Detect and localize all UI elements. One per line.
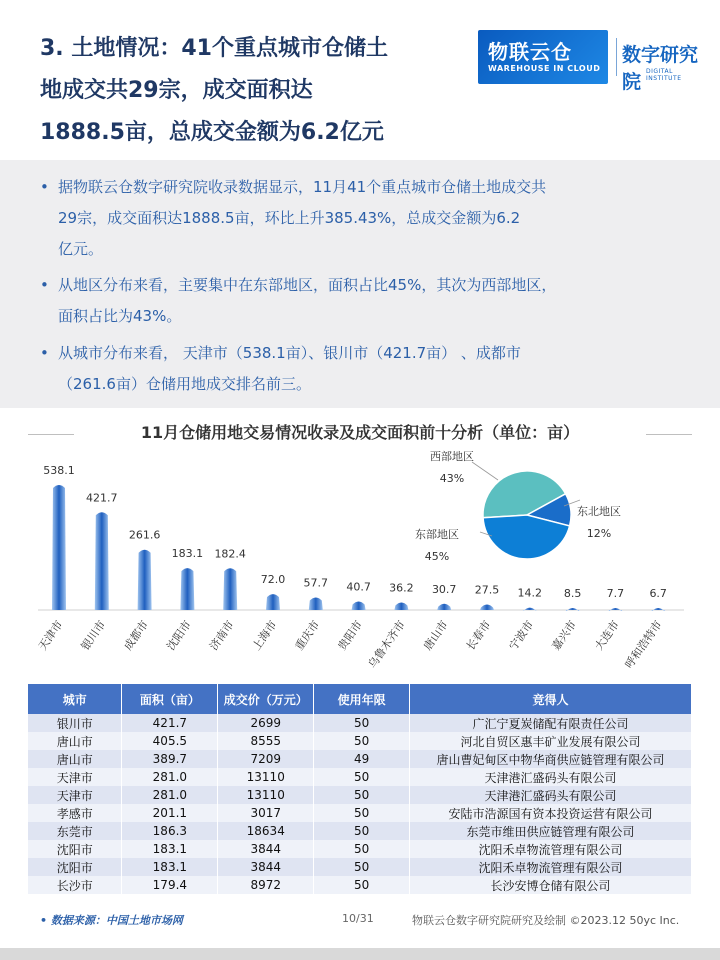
- bottom-bar: [0, 948, 720, 960]
- cell-years: 50: [314, 804, 410, 822]
- bar-value-label: 14.2: [517, 586, 543, 600]
- category-label: 成都市: [121, 618, 152, 653]
- bullet-text: 面积占比为43%。: [58, 307, 182, 325]
- cell-price: 18634: [218, 822, 314, 840]
- cell-area: 421.7: [122, 714, 218, 732]
- bar: [352, 601, 366, 610]
- logo-divider: [616, 38, 617, 76]
- cell-area: 186.3: [122, 822, 218, 840]
- bar-value-label: 57.7: [303, 576, 329, 590]
- category-label: 乌鲁木齐市: [365, 618, 408, 671]
- bar-value-label: 72.0: [260, 573, 286, 587]
- cell-city: 长沙市: [28, 876, 122, 894]
- cell-area: 179.4: [122, 876, 218, 894]
- cell-price: 13110: [218, 768, 314, 786]
- header-city: 城市: [28, 684, 122, 714]
- category-label: 天津市: [35, 618, 66, 653]
- table-row: [28, 732, 692, 750]
- cell-years: 50: [314, 840, 410, 858]
- bullet-text: 从地区分布来看，主要集中在东部地区，面积占比45%，其次为西部地区，: [58, 276, 557, 294]
- land-deals-table: [28, 684, 692, 894]
- cell-winner: 广汇宁夏炭储配有限责任公司: [410, 714, 692, 732]
- category-label: 呼和浩特市: [622, 618, 665, 671]
- table-row: [28, 840, 692, 858]
- cell-years: 50: [314, 858, 410, 876]
- bar-value-label: 538.1: [43, 464, 75, 477]
- cell-winner: 长沙安博仓储有限公司: [410, 876, 692, 894]
- category-label: 长春市: [463, 618, 494, 653]
- table-row: [28, 858, 692, 876]
- bullet-text: （261.6亩）仓储用地成交排名前三。: [58, 375, 311, 393]
- table-row: [28, 876, 692, 894]
- page-number: 10/31: [342, 912, 374, 925]
- data-source: • 数据来源：中国土地市场网: [40, 914, 183, 927]
- category-label: 重庆市: [292, 618, 323, 653]
- cell-years: 50: [314, 714, 410, 732]
- bar: [309, 597, 323, 610]
- logo-text-cn: 物联云仓: [488, 40, 572, 64]
- cell-price: 7209: [218, 750, 314, 768]
- cell-city: 天津市: [28, 786, 122, 804]
- bullet-text: 亿元。: [58, 240, 104, 258]
- bar: [138, 550, 152, 610]
- cell-city: 沈阳市: [28, 858, 122, 876]
- category-label: 贵阳市: [335, 618, 366, 653]
- pie-label-east: 东部地区: [415, 528, 459, 541]
- bar-value-label: 36.2: [389, 581, 414, 595]
- summary-panel: [0, 160, 720, 408]
- cell-winner: 沈阳禾卓物流管理有限公司: [410, 840, 692, 858]
- bullet-text: 据物联云仓数字研究院收录数据显示，11月41个重点城市仓储土地成交共: [58, 178, 547, 196]
- title-line: 地成交共29宗，成交面积达: [40, 78, 313, 103]
- header-price: 成交价（万元）: [218, 684, 314, 714]
- bar-value-label: 30.7: [431, 582, 457, 596]
- bar: [480, 605, 494, 610]
- title-line: 3. 土地情况：41个重点城市仓储土: [40, 36, 388, 61]
- header-area: 面积（亩）: [122, 684, 218, 714]
- bar-value-label: 40.7: [346, 580, 371, 594]
- cell-city: 唐山市: [28, 732, 122, 750]
- cell-winner: 河北自贸区惠丰矿业发展有限公司: [410, 732, 692, 750]
- table-row: [28, 822, 692, 840]
- logo-text-en: WAREHOUSE IN CLOUD: [488, 64, 601, 73]
- bar: [52, 485, 66, 610]
- cell-area: 183.1: [122, 858, 218, 876]
- pie-label-west: 西部地区: [430, 450, 474, 463]
- category-label: 沈阳市: [164, 618, 194, 653]
- bar: [437, 604, 451, 610]
- cell-price: 13110: [218, 786, 314, 804]
- cell-city: 东莞市: [28, 822, 122, 840]
- bar-value-label: 182.4: [214, 547, 246, 561]
- bar-value-label: 261.6: [128, 528, 161, 542]
- table-row: [28, 786, 692, 804]
- cell-winner: 东莞市维田供应链管理有限公司: [410, 822, 692, 840]
- bar-value-label: 8.5: [563, 587, 582, 600]
- bullet-item: [40, 172, 690, 265]
- bullet-dot: •: [40, 344, 49, 362]
- bar: [266, 594, 280, 610]
- cell-price: 3844: [218, 858, 314, 876]
- institute-name-en: DIGITAL INSTITUTE: [646, 68, 682, 82]
- cell-city: 银川市: [28, 714, 122, 732]
- page-title: [40, 28, 460, 154]
- cell-years: 50: [314, 732, 410, 750]
- bar: [180, 568, 194, 610]
- cell-city: 孝感市: [28, 804, 122, 822]
- pie-pct-east: 45%: [424, 550, 450, 563]
- cell-area: 389.7: [122, 750, 218, 768]
- pie-leader-line: [472, 462, 498, 480]
- pie-pct-west: 43%: [439, 472, 465, 485]
- logo-box: [478, 30, 608, 84]
- table-header-row: [28, 684, 692, 714]
- cell-area: 281.0: [122, 786, 218, 804]
- cell-price: 8555: [218, 732, 314, 750]
- category-label: 大连市: [592, 618, 622, 653]
- bar-value-label: 7.7: [606, 587, 625, 600]
- cell-city: 天津市: [28, 768, 122, 786]
- bar-value-label: 27.5: [474, 583, 500, 597]
- category-label: 银川市: [78, 618, 109, 653]
- cell-years: 50: [314, 786, 410, 804]
- bullet-item: [40, 270, 690, 332]
- category-label: 济南市: [207, 618, 237, 653]
- cell-city: 唐山市: [28, 750, 122, 768]
- bullet-text: 29宗，成交面积达1888.5亩，环比上升385.43%，总成交金额为6.2: [58, 209, 521, 227]
- header-winner: 竞得人: [410, 684, 692, 714]
- bullet-dot: •: [40, 178, 49, 196]
- category-label: 嘉兴市: [549, 618, 580, 653]
- cell-area: 201.1: [122, 804, 218, 822]
- table-row: [28, 714, 692, 732]
- chart-title: 11月仓储用地交易情况收录及成交面积前十分析（单位：亩）: [140, 423, 580, 442]
- pie-chart: [380, 440, 720, 580]
- bullet-text: 从城市分布来看， 天津市（538.1亩）、银川市（421.7亩） 、成都市: [58, 344, 521, 362]
- cell-price: 2699: [218, 714, 314, 732]
- table-row: [28, 804, 692, 822]
- cell-city: 沈阳市: [28, 840, 122, 858]
- title-line: 1888.5亩，总成交金额为6.2亿元: [40, 120, 384, 145]
- category-label: 上海市: [249, 618, 280, 653]
- bar-value-label: 183.1: [171, 547, 204, 561]
- cell-years: 50: [314, 822, 410, 840]
- table-row: [28, 750, 692, 768]
- cell-price: 3844: [218, 840, 314, 858]
- cell-years: 50: [314, 876, 410, 894]
- cell-winner: 沈阳禾卓物流管理有限公司: [410, 858, 692, 876]
- cell-area: 183.1: [122, 840, 218, 858]
- cell-area: 281.0: [122, 768, 218, 786]
- cell-price: 3017: [218, 804, 314, 822]
- cell-winner: 唐山曹妃甸区中物华商供应链管理有限公司: [410, 750, 692, 768]
- pie-label-northeast: 东北地区: [577, 505, 621, 518]
- cell-winner: 安陆市浩源国有资本投资运营有限公司: [410, 804, 692, 822]
- bar-value-label: 6.7: [649, 587, 667, 600]
- brand-logo: [478, 30, 710, 93]
- table-row: [28, 768, 692, 786]
- bullet-item: [40, 338, 690, 400]
- bar: [223, 568, 237, 610]
- credit-text: 物联云仓数字研究院研究及绘制 ©2023.12 50yc Inc.: [412, 914, 680, 927]
- cell-years: 49: [314, 750, 410, 768]
- cell-area: 405.5: [122, 732, 218, 750]
- bar: [394, 603, 408, 610]
- cell-years: 50: [314, 768, 410, 786]
- pie-pct-northeast: 12%: [586, 527, 612, 540]
- bar-value-label: 421.7: [86, 491, 118, 505]
- bar: [95, 512, 109, 610]
- cell-winner: 天津港汇盛码头有限公司: [410, 768, 692, 786]
- institute-name-cn: 数字研究院: [622, 44, 699, 93]
- bullet-dot: •: [40, 276, 49, 294]
- header-years: 使用年限: [314, 684, 410, 714]
- cell-winner: 天津港汇盛码头有限公司: [410, 786, 692, 804]
- category-label: 唐山市: [421, 618, 451, 653]
- cell-price: 8972: [218, 876, 314, 894]
- category-label: 宁波市: [506, 618, 537, 653]
